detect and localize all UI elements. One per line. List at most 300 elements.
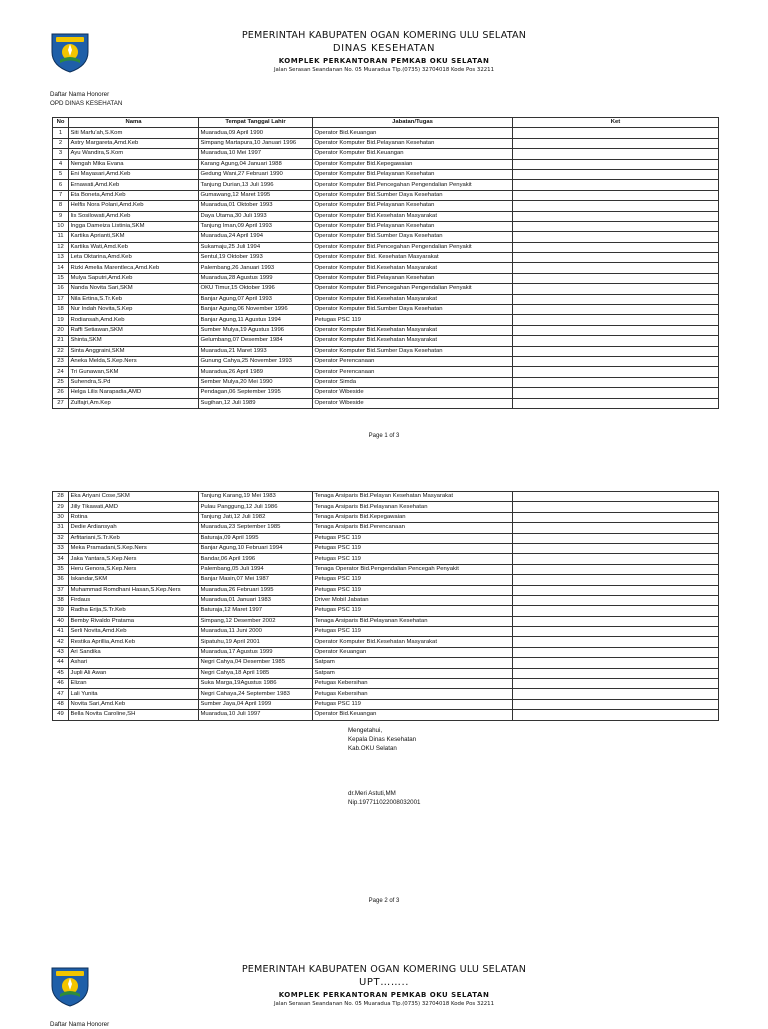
- cell-jabatan: Operator Wibeside: [313, 398, 513, 408]
- cell-jabatan: Driver Mobil Jabatan: [313, 595, 513, 605]
- cell-no: 11: [53, 232, 69, 242]
- table-row: [53, 273, 719, 283]
- cell-ket: [513, 689, 719, 699]
- cell-no: 40: [53, 616, 69, 626]
- cell-no: 28: [53, 492, 69, 502]
- table-row: [53, 627, 719, 637]
- cell-nama: Shinta,SKM: [69, 336, 199, 346]
- cell-nama: Tri Gunawan,SKM: [69, 367, 199, 377]
- cell-ket: [513, 232, 719, 242]
- cell-ket: [513, 564, 719, 574]
- cell-jabatan: Satpam: [313, 668, 513, 678]
- cell-no: 24: [53, 367, 69, 377]
- cell-ket: [513, 284, 719, 294]
- list-heading: [50, 90, 122, 108]
- cell-no: 17: [53, 294, 69, 304]
- cell-ttl: Sumber Jaya,04 April 1999: [199, 699, 313, 709]
- cell-nama: Elizan: [69, 679, 199, 689]
- table-row: [53, 211, 719, 221]
- signature-name-block: [348, 789, 421, 807]
- cell-nama: Rizki Amelia Marentleca,Amd.Keb: [69, 263, 199, 273]
- cell-no: 31: [53, 523, 69, 533]
- cell-jabatan: Tenaga Arsiparis Bid.Perencanaan: [313, 523, 513, 533]
- signature-region: Kab.OKU Selatan: [348, 745, 397, 752]
- table-row: [53, 315, 719, 325]
- cell-ttl: Bandar,06 April 1996: [199, 554, 313, 564]
- cell-jabatan: Petugas PSC 119: [313, 606, 513, 616]
- cell-ttl: Muaradua,28 Agustus 1999: [199, 273, 313, 283]
- cell-ket: [513, 637, 719, 647]
- table-row: [53, 232, 719, 242]
- cell-ttl: Muaradua,10 Juli 1997: [199, 710, 313, 720]
- cell-nama: Suhendra,S.Pd: [69, 377, 199, 387]
- cell-ket: [513, 523, 719, 533]
- cell-ket: [513, 315, 719, 325]
- cell-no: 29: [53, 502, 69, 512]
- letterhead-page-3: [0, 934, 768, 1028]
- table-row: [53, 679, 719, 689]
- cell-ket: [513, 128, 719, 138]
- cell-jabatan: Petugas PSC 119: [313, 533, 513, 543]
- cell-ttl: Gunung Cahya,25 November 1993: [199, 356, 313, 366]
- table-row: [53, 533, 719, 543]
- table-row: [53, 502, 719, 512]
- cell-nama: Nanda Novita Sari,SKM: [69, 284, 199, 294]
- cell-no: 47: [53, 689, 69, 699]
- cell-no: 46: [53, 679, 69, 689]
- letterhead-complex: KOMPLEK PERKANTORAN PEMKAB OKU SELATAN: [278, 991, 490, 999]
- cell-nama: Rodiansah,Amd.Keb: [69, 315, 199, 325]
- cell-nama: Arfitariani,S.Tr.Keb: [69, 533, 199, 543]
- cell-jabatan: Operator Komputer Bid.Sumber Daya Kesehatan: [313, 232, 513, 242]
- table-row: [53, 253, 719, 263]
- signature-nip: Nip.197711022008032001: [348, 799, 421, 806]
- cell-no: 35: [53, 564, 69, 574]
- table-row: [53, 616, 719, 626]
- cell-ket: [513, 367, 719, 377]
- cell-ttl: OKU Timur,15 Oktober 1996: [199, 284, 313, 294]
- cell-no: 45: [53, 668, 69, 678]
- page-number-1: Page 1 of 3: [368, 433, 400, 439]
- cell-nama: Siti Marfu'ah,S.Kom: [69, 128, 199, 138]
- cell-ket: [513, 658, 719, 668]
- cell-no: 49: [53, 710, 69, 720]
- cell-nama: Jilly Tikawati,AMD: [69, 502, 199, 512]
- cell-no: 14: [53, 263, 69, 273]
- cell-ttl: Sipatuhu,19 April 2001: [199, 637, 313, 647]
- table-row: [53, 336, 719, 346]
- cell-ket: [513, 668, 719, 678]
- cell-nama: Eta Boneta,Amd.Keb: [69, 190, 199, 200]
- cell-ket: [513, 336, 719, 346]
- cell-jabatan: Petugas Kebersihan: [313, 679, 513, 689]
- cell-ket: [513, 585, 719, 595]
- cell-nama: Astry Margareta,Amd.Keb: [69, 138, 199, 148]
- cell-no: 3: [53, 149, 69, 159]
- cell-nama: Mulya Saputri,Amd.Keb: [69, 273, 199, 283]
- cell-jabatan: Operator Komputer Bid.Kesehatan Masyarakat: [313, 637, 513, 647]
- cell-ket: [513, 679, 719, 689]
- cell-nama: Iis Sosilowati,Amd.Keb: [69, 211, 199, 221]
- table-row: [53, 159, 719, 169]
- cell-jabatan: Operator Komputer Bid.Pelayanan Kesehatan: [313, 201, 513, 211]
- cell-ket: [513, 138, 719, 148]
- cell-jabatan: Operator Komputer Bid.Pencegahan Pengendalian Penyakit: [313, 284, 513, 294]
- cell-jabatan: Operator Komputer Bid.Sumber Daya Kesehatan: [313, 190, 513, 200]
- cell-ttl: Negri Cahya,04 Desember 1985: [199, 658, 313, 668]
- cell-nama: Jaka Yantara,S.Kep.Ners: [69, 554, 199, 564]
- cell-jabatan: Operator Komputer Bid.Kesehatan Masyarakat: [313, 325, 513, 335]
- cell-ttl: Simpang Martapura,10 Januari 1996: [199, 138, 313, 148]
- table-row: [53, 668, 719, 678]
- cell-nama: Dedie Ardiansyah: [69, 523, 199, 533]
- cell-no: 15: [53, 273, 69, 283]
- letterhead-complex: KOMPLEK PERKANTORAN PEMKAB OKU SELATAN: [278, 57, 490, 65]
- cell-nama: Kartika Wati,Amd.Keb: [69, 242, 199, 252]
- cell-no: 5: [53, 169, 69, 179]
- cell-nama: Nengah Mika Evana: [69, 159, 199, 169]
- cell-ttl: Tanjung Karang,19 Mei 1983: [199, 492, 313, 502]
- cell-jabatan: Operator Simda: [313, 377, 513, 387]
- cell-jabatan: Operator Komputer Bid.Kesehatan Masyarakat: [313, 336, 513, 346]
- table-row: [53, 325, 719, 335]
- cell-ket: [513, 149, 719, 159]
- cell-nama: Rotina: [69, 512, 199, 522]
- cell-nama: Meka Pramadani,S.Kep.Ners: [69, 543, 199, 553]
- cell-nama: Radha Erija,S.Tr.Keb: [69, 606, 199, 616]
- cell-no: 48: [53, 699, 69, 709]
- cell-jabatan: Operator Bid.Keuangan: [313, 128, 513, 138]
- table-row: [53, 637, 719, 647]
- cell-ttl: Muaradua,24 April 1994: [199, 232, 313, 242]
- cell-no: 26: [53, 388, 69, 398]
- cell-no: 10: [53, 221, 69, 231]
- page-number-2: Page 2 of 3: [368, 898, 400, 904]
- cell-ket: [513, 554, 719, 564]
- signature-name: dr.Meri Astuti,MM: [348, 790, 396, 797]
- cell-ket: [513, 159, 719, 169]
- cell-ket: [513, 512, 719, 522]
- table-row: [53, 201, 719, 211]
- honorer-table-page-1: [52, 117, 719, 409]
- cell-jabatan: Tenaga Arsiparis Bid.Kepegawaian: [313, 512, 513, 522]
- letterhead-line-1: PEMERINTAH KABUPATEN OGAN KOMERING ULU SELATAN: [241, 964, 527, 975]
- cell-jabatan: Operator Komputer Bid.Kepegawaian: [313, 159, 513, 169]
- cell-ket: [513, 263, 719, 273]
- cell-ket: [513, 502, 719, 512]
- table-row: [53, 554, 719, 564]
- cell-jabatan: Operator Komputer Bid.Pelayanan Kesehatan: [313, 169, 513, 179]
- cell-nama: Eka Ariyani Cose,SKM: [69, 492, 199, 502]
- table-row: [53, 492, 719, 502]
- cell-no: 36: [53, 575, 69, 585]
- cell-ttl: Muaradua,26 April 1989: [199, 367, 313, 377]
- cell-ket: [513, 533, 719, 543]
- cell-jabatan: Operator Bid.Keuangan: [313, 710, 513, 720]
- cell-ket: [513, 543, 719, 553]
- table-row: [53, 658, 719, 668]
- col-header-nama: Nama: [69, 118, 199, 128]
- cell-nama: Leta Oktarina,Amd.Keb: [69, 253, 199, 263]
- cell-jabatan: Petugas Kebersihan: [313, 689, 513, 699]
- cell-ket: [513, 180, 719, 190]
- table-row: [53, 710, 719, 720]
- cell-nama: Helfis Nora Polani,Amd.Keb: [69, 201, 199, 211]
- cell-ttl: Muaradua,23 September 1985: [199, 523, 313, 533]
- cell-no: 8: [53, 201, 69, 211]
- cell-ket: [513, 346, 719, 356]
- letterhead-address: Jalan Serasan Seandanan No. 05 Muaradua Tlp.(0735) 32704018 Kode Pos 32211: [273, 67, 495, 73]
- table-row: [53, 263, 719, 273]
- cell-no: 23: [53, 356, 69, 366]
- cell-nama: Raffi Setiawan,SKM: [69, 325, 199, 335]
- table-row: [53, 367, 719, 377]
- cell-no: 20: [53, 325, 69, 335]
- cell-no: 6: [53, 180, 69, 190]
- letterhead-line-1: PEMERINTAH KABUPATEN OGAN KOMERING ULU SELATAN: [241, 30, 527, 41]
- cell-jabatan: Tenaga Arsiparis Bid.Pelayanan Kesehatan: [313, 502, 513, 512]
- cell-nama: Muhammad Romdhani Hasan,S.Kep.Ners: [69, 585, 199, 595]
- table-row: [53, 595, 719, 605]
- cell-jabatan: Operator Komputer Bid.Keuangan: [313, 149, 513, 159]
- cell-nama: Bemby Rivaldo Pratama: [69, 616, 199, 626]
- table-row: [53, 512, 719, 522]
- cell-ket: [513, 627, 719, 637]
- table-row: [53, 356, 719, 366]
- cell-no: 37: [53, 585, 69, 595]
- cell-no: 41: [53, 627, 69, 637]
- cell-ttl: Palembang,26 Januari 1993: [199, 263, 313, 273]
- cell-ttl: Sember Mulya,20 Mei 1990: [199, 377, 313, 387]
- letterhead-address: Jalan Serasan Seandanan No. 05 Muaradua Tlp.(0735) 32704018 Kode Pos 32211: [273, 1001, 495, 1007]
- cell-ttl: Sugihan,12 Juli 1989: [199, 398, 313, 408]
- cell-ket: [513, 211, 719, 221]
- cell-ttl: Tanjung Durian,13 Juli 1996: [199, 180, 313, 190]
- cell-jabatan: Petugas PSC 119: [313, 699, 513, 709]
- cell-ket: [513, 190, 719, 200]
- table-row: [53, 294, 719, 304]
- cell-jabatan: Operator Komputer Bid. Kesehatan Masyarakat: [313, 253, 513, 263]
- table-row: [53, 647, 719, 657]
- cell-ket: [513, 356, 719, 366]
- cell-ttl: Karang Agung,04 Januari 1988: [199, 159, 313, 169]
- cell-ttl: Muaradua,01 Oktober 1993: [199, 201, 313, 211]
- cell-ttl: Banjar Agung,10 Februari 1994: [199, 543, 313, 553]
- cell-ket: [513, 710, 719, 720]
- cell-jabatan: Satpam: [313, 658, 513, 668]
- cell-nama: Novita Sari,Amd.Keb: [69, 699, 199, 709]
- cell-jabatan: Operator Komputer Bid.Kesehatan Masyarakat: [313, 263, 513, 273]
- cell-ket: [513, 273, 719, 283]
- cell-no: 21: [53, 336, 69, 346]
- cell-jabatan: Petugas PSC 119: [313, 627, 513, 637]
- cell-jabatan: Operator Komputer Bid.Pelayanan Kesehatan: [313, 273, 513, 283]
- cell-jabatan: Operator Komputer Bid.Kesehatan Masyarakat: [313, 211, 513, 221]
- cell-ttl: Negri Cahya,18 April 1985: [199, 668, 313, 678]
- cell-ttl: Simpang,12 Desember 2002: [199, 616, 313, 626]
- cell-ket: [513, 398, 719, 408]
- cell-nama: Ari Sandika: [69, 647, 199, 657]
- cell-jabatan: Operator Komputer Bid.Kesehatan Masyarakat: [313, 294, 513, 304]
- cell-ket: [513, 575, 719, 585]
- cell-ket: [513, 492, 719, 502]
- cell-nama: Restika Aprillia,Amd.Keb: [69, 637, 199, 647]
- cell-jabatan: Operator Komputer Bid.Sumber Daya Kesehatan: [313, 346, 513, 356]
- cell-jabatan: Petugas PSC 119: [313, 543, 513, 553]
- cell-nama: Ashari: [69, 658, 199, 668]
- cell-nama: Firdaus: [69, 595, 199, 605]
- table-row: [53, 346, 719, 356]
- cell-ket: [513, 325, 719, 335]
- cell-jabatan: Tenaga Operator Bid.Pengendalian Pencegah Penyakit: [313, 564, 513, 574]
- cell-jabatan: Operator Perencanaan: [313, 356, 513, 366]
- cell-no: 9: [53, 211, 69, 221]
- cell-no: 7: [53, 190, 69, 200]
- cell-jabatan: Operator Komputer Bid.Pelayanan Kesehatan: [313, 138, 513, 148]
- cell-ttl: Baturaja,09 April 1995: [199, 533, 313, 543]
- cell-ket: [513, 242, 719, 252]
- cell-ket: [513, 616, 719, 626]
- cell-jabatan: Petugas PSC 119: [313, 585, 513, 595]
- cell-no: 1: [53, 128, 69, 138]
- cell-ttl: Baturaja,12 Maret 1997: [199, 606, 313, 616]
- cell-jabatan: Operator Komputer Bid.Pelayanan Kesehatan: [313, 221, 513, 231]
- cell-no: 19: [53, 315, 69, 325]
- letterhead-agency: DINAS KESEHATAN: [332, 43, 436, 54]
- table-row: [53, 149, 719, 159]
- cell-ket: [513, 221, 719, 231]
- cell-ttl: Muaradua,09 April 1990: [199, 128, 313, 138]
- table-row: [53, 190, 719, 200]
- cell-no: 13: [53, 253, 69, 263]
- cell-nama: Serli Novita,Amd.Keb: [69, 627, 199, 637]
- cell-jabatan: Operator Keuangan: [313, 647, 513, 657]
- cell-no: 18: [53, 305, 69, 315]
- cell-ket: [513, 294, 719, 304]
- table-row: [53, 606, 719, 616]
- cell-ttl: Muaradua,17 Agustus 1999: [199, 647, 313, 657]
- cell-nama: Nila Ertina,S.Tr.Keb: [69, 294, 199, 304]
- cell-ttl: Gelumbang,07 Desember 1984: [199, 336, 313, 346]
- cell-no: 16: [53, 284, 69, 294]
- cell-no: 27: [53, 398, 69, 408]
- cell-no: 30: [53, 512, 69, 522]
- cell-no: 33: [53, 543, 69, 553]
- cell-nama: Eni Mayasari,Amd.Keb: [69, 169, 199, 179]
- cell-ttl: Pendagan,06 September 1995: [199, 388, 313, 398]
- list-subtitle: OPD DINAS KESEHATAN: [50, 100, 123, 107]
- cell-ttl: Palembang,05 Juli 1994: [199, 564, 313, 574]
- table-row: [53, 284, 719, 294]
- cell-ttl: Banjar Masin,07 Mei 1987: [199, 575, 313, 585]
- cell-no: 38: [53, 595, 69, 605]
- table-row: [53, 377, 719, 387]
- cell-nama: Helga Lilis Narapadia,AMD: [69, 388, 199, 398]
- cell-nama: Lali Yunita: [69, 689, 199, 699]
- cell-no: 39: [53, 606, 69, 616]
- cell-no: 2: [53, 138, 69, 148]
- cell-jabatan: Tenaga Arsiparis Bid.Pelayan Kesehatan Masyarakat: [313, 492, 513, 502]
- cell-ttl: Tanjung Iman,09 April 1993: [199, 221, 313, 231]
- table-row: [53, 564, 719, 574]
- honorer-table-page-2: [52, 491, 719, 721]
- cell-no: 44: [53, 658, 69, 668]
- col-header-ttl: Tempat Tanggal Lahir: [199, 118, 313, 128]
- cell-ttl: Muaradua,10 Mei 1997: [199, 149, 313, 159]
- table-row: [53, 180, 719, 190]
- cell-nama: Zulfajri,Am.Kep: [69, 398, 199, 408]
- cell-no: 42: [53, 637, 69, 647]
- cell-ket: [513, 647, 719, 657]
- cell-no: 34: [53, 554, 69, 564]
- letterhead-unit: UPT……..: [358, 977, 409, 988]
- cell-ttl: Sukamaju,25 Juli 1994: [199, 242, 313, 252]
- cell-ttl: Suka Marga,19Agustus 1986: [199, 679, 313, 689]
- cell-jabatan: Operator Komputer Bid.Pencegahan Pengendalian Penyakit: [313, 180, 513, 190]
- cell-nama: Nur Indah Novita,S.Kep: [69, 305, 199, 315]
- cell-ttl: Daya Utama,30 Juli 1993: [199, 211, 313, 221]
- table-row: [53, 398, 719, 408]
- table-row: [53, 543, 719, 553]
- signature-position: Kepala Dinas Kesehatan: [348, 736, 417, 743]
- cell-nama: Ernawati,Amd.Keb: [69, 180, 199, 190]
- cell-no: 22: [53, 346, 69, 356]
- cell-no: 12: [53, 242, 69, 252]
- table-row: [53, 575, 719, 585]
- cell-ket: [513, 595, 719, 605]
- cell-ttl: Muaradua,11 Juni 2000: [199, 627, 313, 637]
- cell-ttl: Banjar Agung,06 November 1996: [199, 305, 313, 315]
- cell-nama: Kartika Aprianti,SKM: [69, 232, 199, 242]
- cell-ket: [513, 253, 719, 263]
- cell-ket: [513, 388, 719, 398]
- cell-jabatan: Operator Wibeside: [313, 388, 513, 398]
- cell-nama: Heru Genora,S.Kep.Ners: [69, 564, 199, 574]
- cell-jabatan: Petugas PSC 119: [313, 315, 513, 325]
- table-row: [53, 138, 719, 148]
- cell-ket: [513, 305, 719, 315]
- cell-nama: Ayu Wandira,S.Kom: [69, 149, 199, 159]
- table-row: [53, 699, 719, 709]
- signature-acknowledged: Mengetahui,: [348, 727, 383, 734]
- table-row: [53, 585, 719, 595]
- cell-nama: Aneka Melda,S.Kep.Ners: [69, 356, 199, 366]
- cell-nama: Bella Novita Caroline,SH: [69, 710, 199, 720]
- cell-ket: [513, 699, 719, 709]
- cell-jabatan: Operator Perencanaan: [313, 367, 513, 377]
- cell-ttl: Gedung Wani,27 Februari 1990: [199, 169, 313, 179]
- col-header-no: No: [53, 118, 69, 128]
- cell-ttl: Sumber Mulya,19 Agustus 1996: [199, 325, 313, 335]
- table-row: [53, 242, 719, 252]
- cell-no: 4: [53, 159, 69, 169]
- table-row: [53, 221, 719, 231]
- cell-jabatan: Petugas PSC 119: [313, 575, 513, 585]
- cell-nama: Jupli Ali Awan: [69, 668, 199, 678]
- table-row: [53, 388, 719, 398]
- cell-ttl: Muaradua,21 Maret 1993: [199, 346, 313, 356]
- table-header-row: [53, 118, 719, 128]
- cell-ttl: Muaradua,01 Januari 1983: [199, 595, 313, 605]
- col-header-jabatan: Jabatan/Tugas: [313, 118, 513, 128]
- table-row: [53, 305, 719, 315]
- cell-jabatan: Operator Komputer Bid.Sumber Daya Kesehatan: [313, 305, 513, 315]
- cell-jabatan: Tenaga Arsiparis Bid.Pelayanan Kesehatan: [313, 616, 513, 626]
- cell-ttl: Gumawang,12 Maret 1995: [199, 190, 313, 200]
- cell-no: 25: [53, 377, 69, 387]
- cell-jabatan: Operator Komputer Bid.Pencegahan Pengendalian Penyakit: [313, 242, 513, 252]
- cell-no: 32: [53, 533, 69, 543]
